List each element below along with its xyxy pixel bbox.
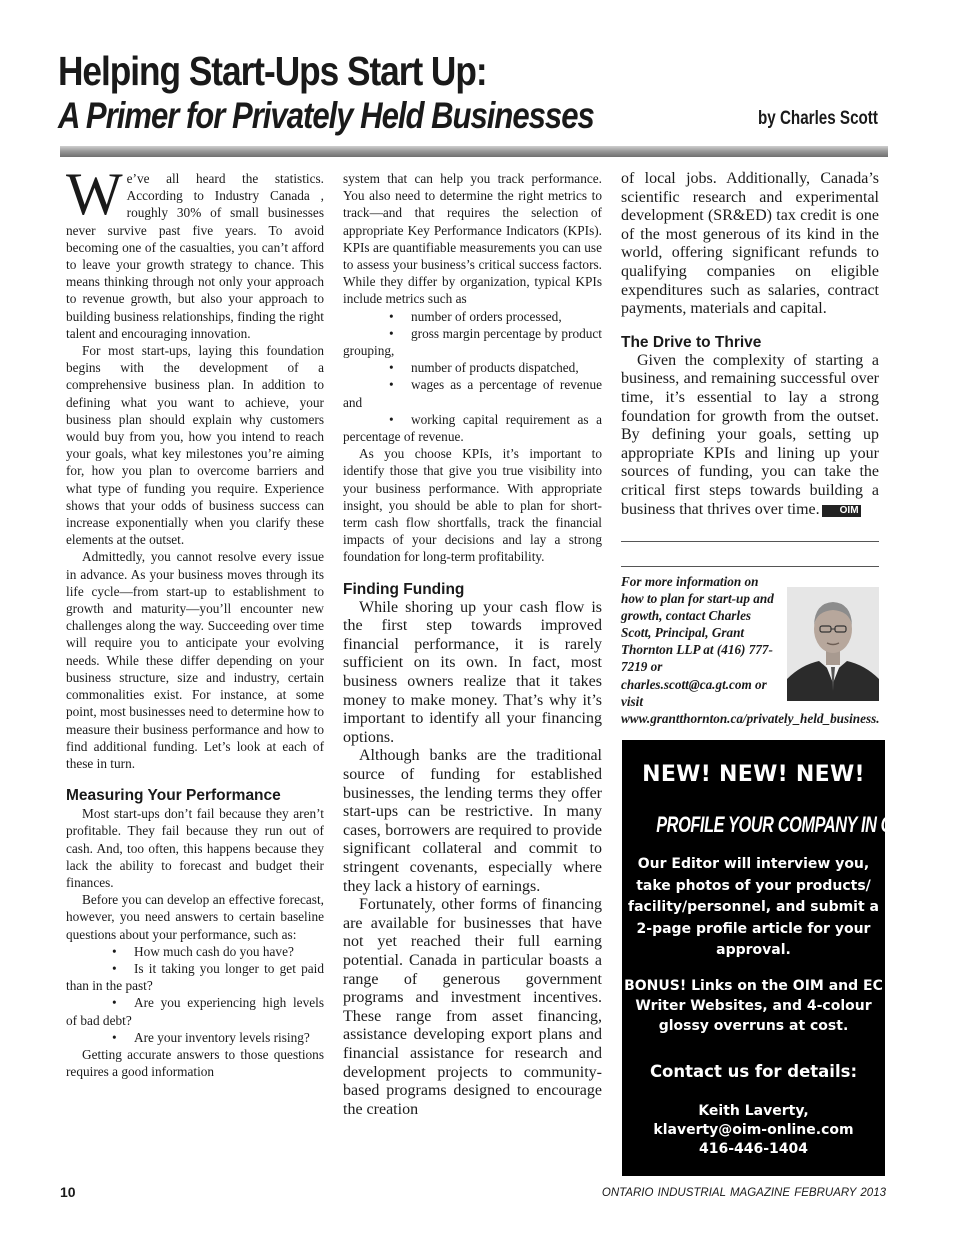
list-item: • How much cash do you have? [66,943,324,960]
article-subtitle: A Primer for Privately Held Businesses [58,95,594,136]
byline: by Charles Scott [758,108,878,129]
author-photo [787,587,879,701]
ad-contact-name: Keith Laverty, [698,1103,809,1119]
ad-bonus: BONUS! Links on the OIM and EC Writer Websites, and 4-colour glossy overruns at cost. [624,978,883,1034]
author-portrait-icon [787,587,879,701]
bullet-icon: • [389,308,394,324]
intro-paragraph: We’ve all heard the statistics. According to Industry Canada , roughly 30% of small businesses never survive past five years. To avoid becoming one of the casualties, you can’t afford to leave your growth strategy to chance. This means thinking through not only your approach to revenue growth, but also your approach to building business relationships, finding the right talent and encouraging innovation. [66,161,324,341]
ad-contact-phone: 416-446-1404 [698,1141,809,1157]
ad-contact-heading: Contact us for details: [649,1062,858,1081]
column-2 [343,170,602,1119]
ad-profile-title: PROFILE YOUR COMPANY IN OIM [656,812,911,837]
section-heading-drive: The Drive to Thrive [621,333,762,351]
info-divider [621,566,879,567]
paragraph: While shoring up your cash flow is the first step towards improved financial performance, it is rarely sufficient on its own. In fact, most business owners realize that it takes money to make money. That’s why it’s important to identify all your financing options. [343,598,602,746]
section-heading-measuring: Measuring Your Performance [66,787,281,805]
ad-body: Our Editor will interview you, take photos of your products/ facility/personnel, and submit a 2-page profile article for your approval. [628,856,879,958]
profile-advertisement [622,740,911,1176]
paragraph: Fortunately, other forms of financing are available for businesses that have not yet reached their full earning potential. Canada in particular boasts a range of generous government programs and investment incentives. These range from asset financing, assistance developing export plans and financial assistance for research and development projects to community-based programs designed to encourage the creation [343,896,602,1118]
paragraph: Although banks are the traditional source of funding for established businesses, the lending terms they offer start-ups can be restrictive. In many cases, borrowers are required to provide significant collateral and commit to stringent covenants, especially where they lack a history of earnings. [343,747,602,895]
list-item: • Are your inventory levels rising? [66,1029,324,1046]
list-item: • gross margin percentage by product grouping, [343,325,602,359]
publication-footer: ONTARIO INDUSTRIAL MAGAZINE FEBRUARY 2013 [601,1187,886,1199]
column-1 [66,161,324,1080]
paragraph: Admittedly, you cannot resolve every issue in advance. As your business moves through its life cycle—from start-up to establishment to growth and maturity—you’ll encounter new challenges along the way. Succeeding over time will require you to anticipate your evolving needs. While these differ depending on your business structure, size and industry, certain commonalities exist. For instance, at some point, most businesses need to determine how to measure their business performance and how to find additional funding. Let’s look at each of these in turn. [66,549,324,771]
list-item: • Is it taking you longer to get paid than in the past? [66,960,324,994]
paragraph: of local jobs. Additionally, Canada’s scientific research and experimental development (SR&ED) tax credit is one of the most generous of its kind in the world, offering significant refunds to qualifying companies on eligible expenditures such as salaries, contract payments, materials and capital. [621,170,879,318]
drop-cap: W [66,161,123,227]
ad-headline: NEW! NEW! NEW! [642,762,865,787]
list-item: • working capital requirement as a percentage of revenue. [343,411,602,445]
column-3 [621,170,879,519]
page-number: 10 [60,1184,76,1200]
list-item: • wages as a percentage of revenue and [343,377,602,410]
paragraph: For most start-ups, laying this foundation begins with the development of a comprehensive business plan. In addition to defining what you want to achieve, your business plan should explain why customers would buy from you, how you intend to reach your goals, what key milestones you’re aiming for, how you plan to overcome barriers and what type of funding you require. Experience shows that your odds of business success can increase exponentially when you clarify these elements at the outset. [66,343,324,548]
ad-contact-details [622,1102,885,1159]
list-item: • Are you experiencing high levels of bad debt? [66,995,324,1028]
author-info-box [621,573,879,727]
info-text: For more information on how to plan for start-up and growth, contact Charles Scott, Principal, Grant Thornton LLP at (416) 777-7219 or charles.scott@ca.gt.com or visit www.grantthornton.ca/privately_held_business. [621,574,880,726]
oim-end-mark: OIM [822,505,861,517]
list-item: • number of orders processed, [343,308,602,325]
bullet-icon: • [112,960,117,976]
funding-section [343,599,602,1120]
paragraph: Before you can develop an effective forecast, however, you need answers to certain baseline questions about your performance, such as: [66,892,324,942]
paragraph: Given the complexity of starting a business, and remaining successful over time, it’s essential to lay a strong foundation for growth from the outset. By defining your goals, setting up appropriate KPIs and lining up your sources of funding, you can take the critical first steps towards building a business that thrives over time. OIM [621,351,879,518]
paragraph: As you choose KPIs, it’s important to identify those that give you true visibility into your business performance. With appropriate insight, you should be able to plan for short-term cash flow shortfalls, track the financial impacts of your decisions and lay a strong foundation for long-term profitability. [343,446,602,565]
bullet-icon: • [389,325,394,341]
info-divider-top [621,541,879,542]
list-item: • number of products dispatched, [343,359,602,376]
paragraph: system that can help you track performance. You also need to determine the right metrics to track—and that requires the selection of appropriate Key Performance Indicators (KPIs). KPIs are quantifiable measurements you can use to assess your business’s critical success factors. While they differ by organization, typical KPIs include metrics such as [343,171,602,307]
ad-contact-email[interactable]: klaverty@oim-online.com [653,1122,854,1138]
bullet-icon: • [389,377,394,393]
bullet-icon: • [389,411,394,427]
section-heading-funding: Finding Funding [343,580,465,598]
bullet-icon: • [112,995,117,1011]
bullet-icon: • [112,1029,117,1045]
article-title: Helping Start-Ups Start Up: [58,48,487,94]
paragraph: Getting accurate answers to those questions requires a good information [66,1046,324,1080]
bullet-icon: • [112,943,117,959]
bullet-icon: • [389,360,394,376]
header-rule [60,146,888,157]
paragraph: Most start-ups don’t fail because they aren’t profitable. They fail because they run out of cash. And, too often, this happens because they lack the ability to forecast and budget their finances. [66,806,324,890]
